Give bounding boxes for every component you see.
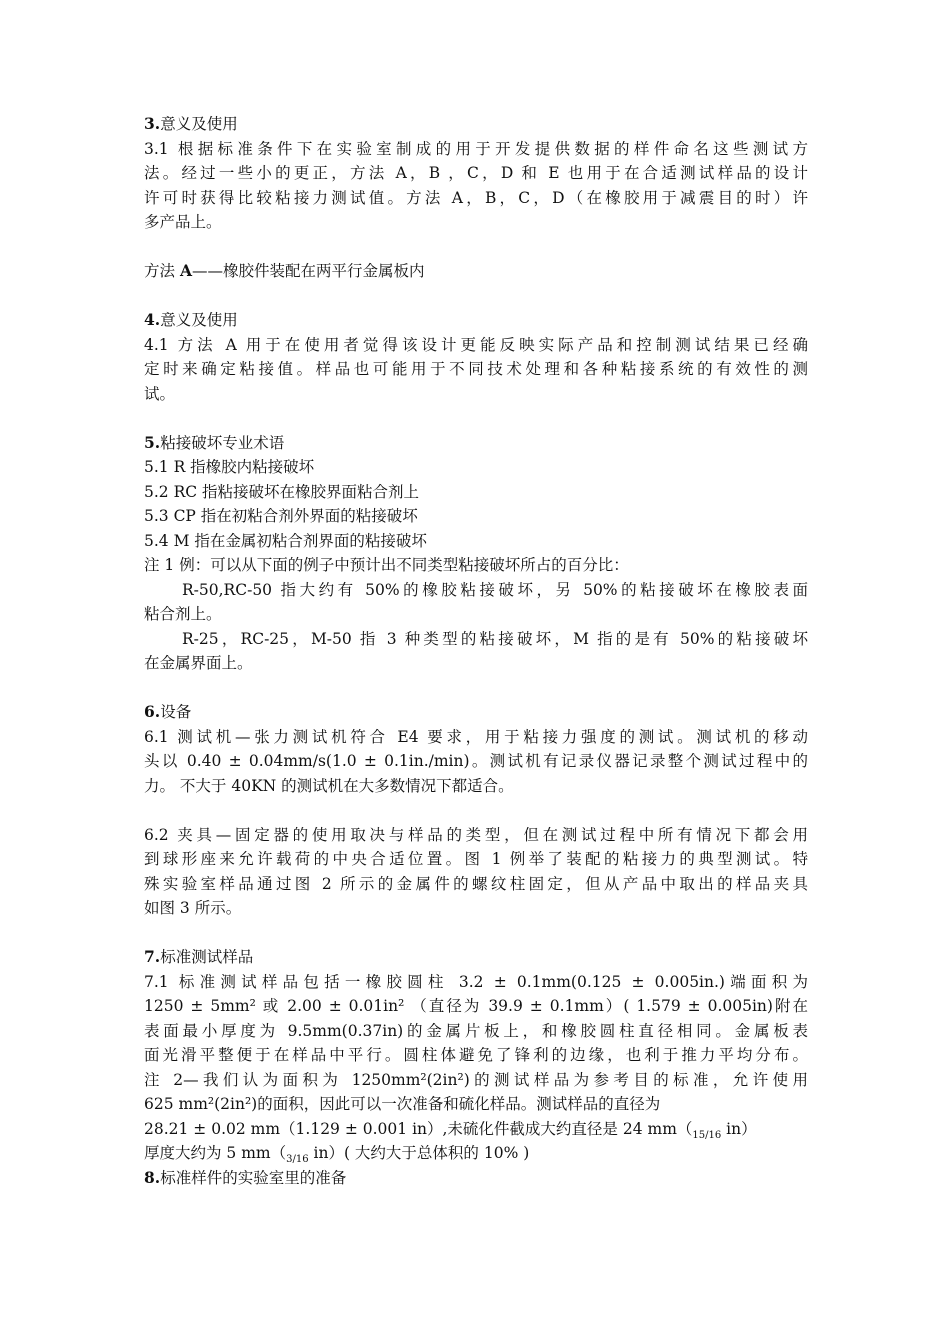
blank-line <box>144 921 808 946</box>
text-line <box>144 186 808 211</box>
section-heading <box>144 431 808 456</box>
line-text: 表面最小厚度为 9.5mm(0.37in)的金属片板上，和橡胶圆柱直径相同。金属板表 <box>144 1021 808 1040</box>
section-number: 6. <box>144 702 161 721</box>
line-text: 粘接破坏专业术语 <box>160 433 285 452</box>
section-number: 8. <box>144 1167 161 1187</box>
section-number: 3. <box>144 114 161 133</box>
section-heading <box>144 700 808 725</box>
line-text: 注 2—我们认为面积为 1250mm²(2in²)的测试样品为参考目的标准，允许使用 <box>144 1070 808 1089</box>
line-text: 3.1 根据标准条件下在实验室制成的用于开发提供数据的样件命名这些测试方 <box>144 139 808 158</box>
text-line <box>144 480 808 505</box>
blank-line <box>144 798 808 823</box>
text-line <box>144 210 808 235</box>
line-text: 多产品上。 <box>144 213 222 231</box>
section-heading <box>144 308 808 333</box>
text-line <box>144 602 808 627</box>
text-line <box>144 259 808 284</box>
line-text: 标准测试样品 <box>160 948 254 966</box>
text-line <box>144 1019 808 1044</box>
line-text: 6.1 测试机—张力测试机符合 E4 要求，用于粘接力强度的测试。测试机的移动 <box>144 727 808 746</box>
section-number: 4. <box>144 310 161 329</box>
section-number: 5. <box>144 432 161 452</box>
text-line <box>144 553 808 578</box>
blank-line <box>144 235 808 260</box>
line-text: 粘合剂上。 <box>144 605 222 623</box>
line-text: 意义及使用 <box>160 311 238 329</box>
text-line <box>144 896 808 921</box>
line-text: 注 1 例：可以从下面的例子中预计出不同类型粘接破坏所占的百分比： <box>144 556 629 574</box>
line-text: 法。经过一些小的更正，方法 A，B ，C，D 和 E 也用于在合适测试样品的设计 <box>144 164 808 182</box>
text-line <box>144 994 808 1019</box>
section-number: 7. <box>144 947 161 966</box>
line-text: 头以 0.40 ± 0.04mm/s(1.0 ± 0.1in./min)。测试机有记录仪器记录整个测试过程中的 <box>144 752 808 770</box>
line-text-continued: in） <box>721 1119 757 1138</box>
line-text: 4.1 方法 A 用于在使用者觉得该设计更能反映实际产品和控制测试结果已经确 <box>144 335 808 354</box>
line-text: 标准样件的实验室里的准备 <box>160 1168 347 1187</box>
fraction-subscript: 3/16 <box>286 1154 309 1166</box>
line-text: 设备 <box>160 703 192 721</box>
text-line <box>144 1092 808 1117</box>
line-text: 许可时获得比较粘接力测试值。方法 A，B，C，D（在橡胶用于减震目的时）许 <box>144 188 808 207</box>
blank-line <box>144 284 808 309</box>
line-text: 如图 3 所示。 <box>144 899 242 917</box>
text-line <box>144 725 808 750</box>
section-heading <box>144 112 808 137</box>
text-line <box>144 1141 808 1166</box>
text-line <box>144 847 808 872</box>
line-text: 厚度大约为 5 mm（ <box>144 1144 287 1162</box>
text-line <box>144 823 808 848</box>
line-text-continued: in）( 大约大于总体积的 10% ) <box>308 1144 530 1162</box>
text-line <box>144 749 808 774</box>
line-text: 5.2 RC 指粘接破坏在橡胶界面粘合剂上 <box>144 482 420 501</box>
line-text: 在金属界面上。 <box>144 654 253 672</box>
line-text: 5.4 M 指在金属初粘合剂界面的粘接破坏 <box>144 531 427 550</box>
text-line <box>144 455 808 480</box>
line-text: 到球形座来允许载荷的中央合适位置。图 1 例举了装配的粘接力的典型测试。特 <box>144 850 808 868</box>
line-text: 5.1 R 指橡胶内粘接破坏 <box>144 458 315 476</box>
fraction-subscript: 15/16 <box>692 1129 722 1141</box>
line-text: 6.2 夹具—固定器的使用取决与样品的类型，但在测试过程中所有情况下都会用 <box>144 825 808 844</box>
line-text: 28.21 ± 0.02 mm（1.129 ± 0.001 in）,未硫化件截成大约直径是 24 mm（ <box>144 1119 693 1138</box>
line-text: 面光滑平整便于在样品中平行。圆柱体避免了锋利的边缘，也利于推力平均分布。 <box>144 1046 808 1064</box>
text-line <box>144 333 808 358</box>
line-text: 殊实验室样品通过图 2 所示的金属件的螺纹柱固定，但从产品中取出的样品夹具 <box>144 874 808 893</box>
line-text: R-50,RC-50 指大约有 50%的橡胶粘接破坏，另 50%的粘接破坏在橡胶表面 <box>182 580 808 599</box>
text-line <box>144 357 808 382</box>
text-line <box>144 161 808 186</box>
line-text: 7.1 标准测试样品包括一橡胶圆柱 3.2 ± 0.1mm(0.125 ± 0.005in.)端面积为 <box>144 972 808 991</box>
text-line <box>144 1068 808 1093</box>
section-heading <box>144 1166 808 1191</box>
text-line <box>144 504 808 529</box>
text-line <box>144 872 808 897</box>
blank-line <box>144 676 808 701</box>
line-text: 方法 <box>144 262 180 280</box>
method-letter: A <box>179 261 192 280</box>
text-line <box>144 1043 808 1068</box>
text-line <box>144 382 808 407</box>
text-line <box>144 627 808 652</box>
line-text-continued: ——橡胶件装配在两平行金属板内 <box>191 262 425 280</box>
text-line <box>144 578 808 603</box>
section-heading <box>144 945 808 970</box>
line-text: 力。 不大于 40KN 的测试机在大多数情况下都适合。 <box>144 776 514 795</box>
line-text: 625 mm²(2in²)的面积，因此可以一次准备和硫化样品。测试样品的直径为 <box>144 1095 661 1113</box>
line-text: 意义及使用 <box>160 115 238 133</box>
text-line <box>144 774 808 799</box>
blank-line <box>144 406 808 431</box>
line-text: 试。 <box>144 384 176 403</box>
line-text: 1250 ± 5mm² 或 2.00 ± 0.01in² （直径为 39.9 ± 0.1mm）( 1.579 ± 0.005in)附在 <box>144 997 808 1015</box>
text-line <box>144 529 808 554</box>
text-line <box>144 651 808 676</box>
document-body <box>144 112 808 1190</box>
text-line <box>144 1117 808 1142</box>
line-text: R-25，RC-25，M-50 指 3 种类型的粘接破坏，M 指的是有 50%的粘接破坏 <box>182 629 808 648</box>
line-text: 定时来确定粘接值。样品也可能用于不同技术处理和各种粘接系统的有效性的测 <box>144 360 808 378</box>
line-text: 5.3 CP 指在初粘合剂外界面的粘接破坏 <box>144 507 418 525</box>
text-line <box>144 137 808 162</box>
text-line <box>144 970 808 995</box>
